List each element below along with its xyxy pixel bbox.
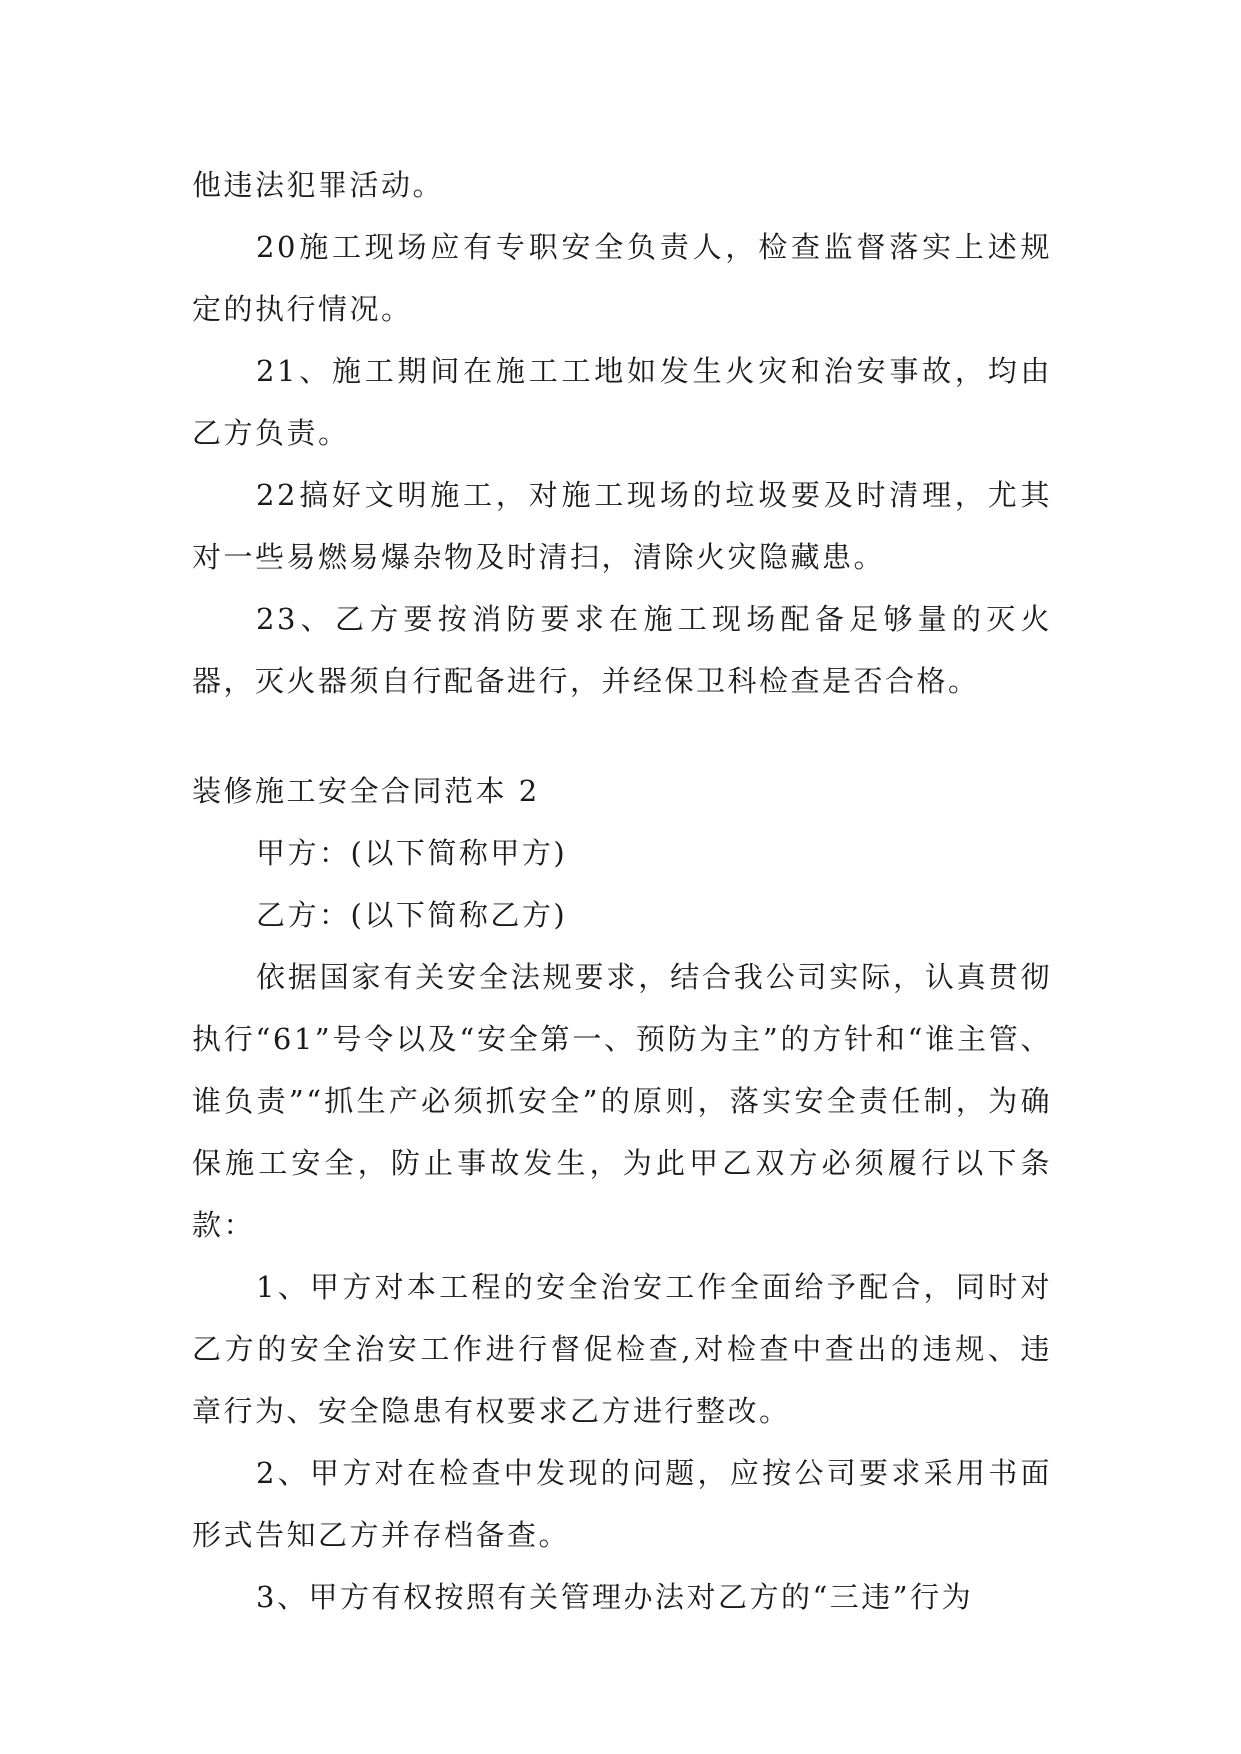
party-b-line: 乙方：(以下简称乙方) (256, 898, 568, 932)
paragraph-clause-3: 3、甲方有权按照有关管理办法对乙方的“三违”行为 (256, 1580, 974, 1614)
paragraph-continuation: 他违法犯罪活动。 (192, 168, 445, 202)
party-a-line: 甲方：(以下简称甲方) (256, 836, 568, 870)
section-title: 装修施工安全合同范本 2 (192, 774, 540, 808)
paragraph-clause-2: 2、甲方对在检查中发现的问题，应按公司要求采用书面形式告知乙方并存档备查。 (192, 1456, 1052, 1552)
paragraph-clause-1: 1、甲方对本工程的安全治安工作全面给予配合，同时对乙方的安全治安工作进行督促检查,对检查中查出的违规、违章行为、安全隐患有权要求乙方进行整改。 (192, 1270, 1052, 1428)
paragraph-clause-22: 22搞好文明施工，对施工现场的垃圾要及时清理，尤其对一些易燃易爆杂物及时清扫，清除火灾隐藏患。 (192, 478, 1052, 574)
paragraph-clause-20: 20施工现场应有专职安全负责人，检查监督落实上述规定的执行情况。 (192, 230, 1052, 326)
section-gap (192, 712, 1052, 760)
paragraph-clause-23: 23、乙方要按消防要求在施工现场配备足够量的灭火器，灭火器须自行配备进行，并经保卫科检查是否合格。 (192, 602, 1052, 698)
paragraph-preamble: 依据国家有关安全法规要求，结合我公司实际，认真贯彻执行“61”号令以及“安全第一、预防为主”的方针和“谁主管、谁负责”“抓生产必须抓安全”的原则，落实安全责任制，为确保施工安全，防止事故发生，为此甲乙双方必须履行以下条款： (192, 960, 1052, 1242)
paragraph-clause-21: 21、施工期间在施工工地如发生火灾和治安事故，均由乙方负责。 (192, 354, 1052, 450)
document-page (192, 154, 1052, 1628)
